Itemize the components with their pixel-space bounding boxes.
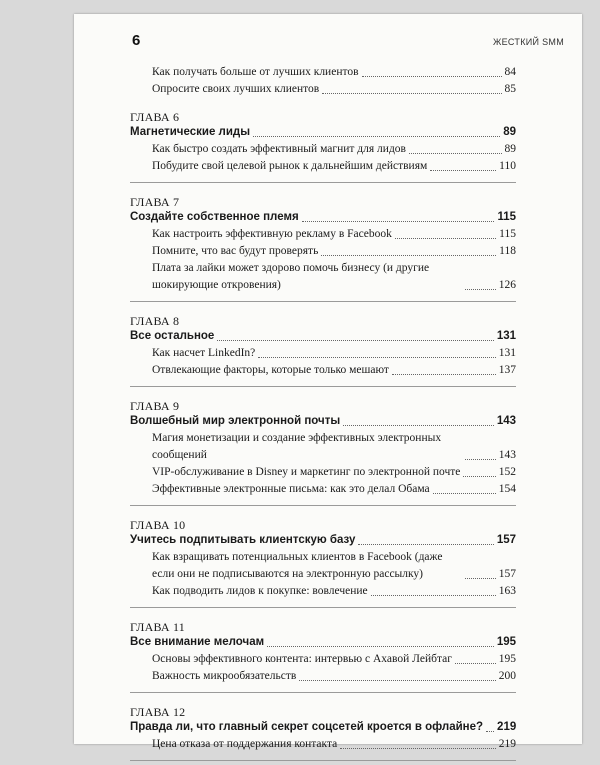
entry-title: Отвлекающие факторы, которые только мешают — [152, 364, 389, 376]
chapter-title-row — [130, 124, 516, 141]
entry-page: 200 — [498, 670, 516, 682]
entry-page: 84 — [504, 66, 516, 78]
chapter-label: ГЛАВА 11 — [130, 620, 185, 634]
intro-entries — [130, 64, 516, 98]
chapter-divider — [130, 182, 516, 183]
dot-leader — [253, 136, 500, 137]
dot-leader — [322, 93, 501, 94]
entry-title: Волшебный мир электронной почты — [130, 415, 341, 427]
dot-leader — [433, 493, 496, 494]
chapter-title-row — [130, 328, 516, 345]
dot-leader — [267, 646, 494, 647]
chapter-divider — [130, 386, 516, 387]
toc-entry — [130, 141, 516, 158]
dot-leader — [465, 289, 496, 290]
entry-title: Цена отказа от поддержания контакта — [152, 738, 338, 750]
entry-title: Важность микрообязательств — [152, 670, 297, 682]
chapter-title-row — [130, 209, 516, 226]
toc-entry — [130, 583, 516, 600]
chapter-label: ГЛАВА 12 — [130, 705, 186, 719]
dot-leader — [455, 663, 496, 664]
toc-entry — [130, 430, 516, 464]
entry-page: 143 — [498, 449, 516, 461]
entry-page: 195 — [496, 636, 516, 648]
entry-page: 219 — [497, 721, 517, 733]
dot-leader — [343, 425, 494, 426]
entry-title: Как настроить эффективную рекламу в Facebook — [152, 228, 392, 240]
entry-title: VIP-обслуживание в Disney и маркетинг по электронной почте — [152, 466, 461, 478]
entry-page: 163 — [498, 585, 516, 597]
entry-page: 131 — [496, 330, 516, 342]
entry-title: Все внимание мелочам — [130, 636, 265, 648]
entry-page: 126 — [498, 279, 516, 291]
chapter-label: ГЛАВА 8 — [130, 314, 180, 328]
dot-leader — [465, 459, 496, 460]
entry-title: Создайте собственное племя — [130, 211, 299, 223]
dot-leader — [371, 595, 496, 596]
entry-title: Правда ли, что главный секрет соцсетей кроется в офлайне? — [130, 721, 484, 733]
dot-leader — [395, 238, 496, 239]
toc-entry — [130, 651, 516, 668]
book-page — [74, 14, 582, 750]
chapter-title-row — [130, 719, 516, 736]
toc-entry — [130, 668, 516, 685]
entry-page: 152 — [498, 466, 516, 478]
dot-leader — [302, 221, 495, 222]
chapter-divider — [130, 301, 516, 302]
page-number: 6 — [132, 32, 141, 49]
entry-title: Побудите свой целевой рынок к дальнейшим действиям — [152, 160, 428, 172]
dot-leader — [486, 731, 494, 732]
chapter-divider — [130, 607, 516, 608]
entry-page: 157 — [498, 568, 516, 580]
dot-leader — [409, 153, 502, 154]
dot-leader — [321, 255, 496, 256]
toc-entry — [130, 64, 516, 81]
dot-leader — [463, 476, 495, 477]
entry-page: 143 — [496, 415, 516, 427]
entry-title: Плата за лайки может здорово помочь бизнесу (и другие шокирующие откровения) — [152, 262, 430, 291]
entry-title: Как подводить лидов к покупке: вовлечение — [152, 585, 368, 597]
entry-page: 89 — [504, 143, 516, 155]
entry-title: Как быстро создать эффективный магнит для лидов — [152, 143, 406, 155]
toc-entry — [130, 226, 516, 243]
dot-leader — [362, 76, 502, 77]
entry-page: 115 — [497, 211, 516, 223]
dot-leader — [465, 578, 496, 579]
entry-title: Магия монетизации и создание эффективных электронных сообщений — [152, 432, 442, 461]
entry-title: Эффективные электронные письма: как это делал Обама — [152, 483, 430, 495]
entry-page: 115 — [499, 228, 516, 240]
chapter-title-row — [130, 413, 516, 430]
dot-leader — [258, 357, 495, 358]
entry-page: 195 — [498, 653, 516, 665]
toc-entry — [130, 158, 516, 175]
toc-entry — [130, 260, 516, 294]
entry-page: 118 — [499, 245, 516, 257]
entry-page: 219 — [498, 738, 516, 750]
chapter-11 — [130, 620, 516, 693]
entry-title: Как насчет LinkedIn? — [152, 347, 256, 359]
dot-leader — [392, 374, 496, 375]
chapter-label: ГЛАВА 9 — [130, 399, 180, 413]
entry-page: 85 — [504, 83, 516, 95]
dot-leader — [340, 748, 496, 749]
entry-page: 131 — [498, 347, 516, 359]
dot-leader — [430, 170, 496, 171]
chapter-8 — [130, 314, 516, 387]
toc-entry — [130, 464, 516, 481]
entry-title: Магнетические лиды — [130, 126, 251, 138]
toc-entry — [130, 345, 516, 362]
chapter-divider — [130, 692, 516, 693]
toc-entry — [130, 243, 516, 260]
table-of-contents — [130, 64, 516, 765]
entry-page: 110 — [499, 160, 516, 172]
dot-leader — [358, 544, 493, 545]
toc-entry — [130, 736, 516, 753]
chapter-10 — [130, 518, 516, 608]
chapter-12 — [130, 705, 516, 761]
entry-title: Основы эффективного контента: интервью с Ахавой Лейбтаг — [152, 653, 452, 665]
chapter-divider — [130, 760, 516, 761]
toc-entry — [130, 549, 516, 583]
entry-page: 137 — [498, 364, 516, 376]
entry-page: 157 — [496, 534, 516, 546]
dot-leader — [217, 340, 493, 341]
entry-title: Как получать больше от лучших клиентов — [152, 66, 359, 78]
toc-entry — [130, 481, 516, 498]
chapter-title-row — [130, 634, 516, 651]
chapter-title-row — [130, 532, 516, 549]
entry-title: Как взращивать потенциальных клиентов в Facebook (даже если они не подписываются на электронную рассылку) — [152, 551, 443, 580]
chapter-6 — [130, 110, 516, 183]
toc-entry — [130, 362, 516, 379]
entry-page: 89 — [503, 126, 516, 138]
running-head: ЖЕСТКИЙ SMM — [493, 37, 564, 47]
entry-title: Все остальное — [130, 330, 215, 342]
toc-entry — [130, 81, 516, 98]
chapter-9 — [130, 399, 516, 506]
chapter-divider — [130, 505, 516, 506]
chapter-7 — [130, 195, 516, 302]
chapter-label: ГЛАВА 6 — [130, 110, 180, 124]
entry-title: Помните, что вас будут проверять — [152, 245, 319, 257]
chapter-label: ГЛАВА 10 — [130, 518, 186, 532]
dot-leader — [299, 680, 495, 681]
entry-page: 154 — [498, 483, 516, 495]
entry-title: Опросите своих лучших клиентов — [152, 83, 320, 95]
chapter-label: ГЛАВА 7 — [130, 195, 180, 209]
entry-title: Учитесь подпитывать клиентскую базу — [130, 534, 356, 546]
